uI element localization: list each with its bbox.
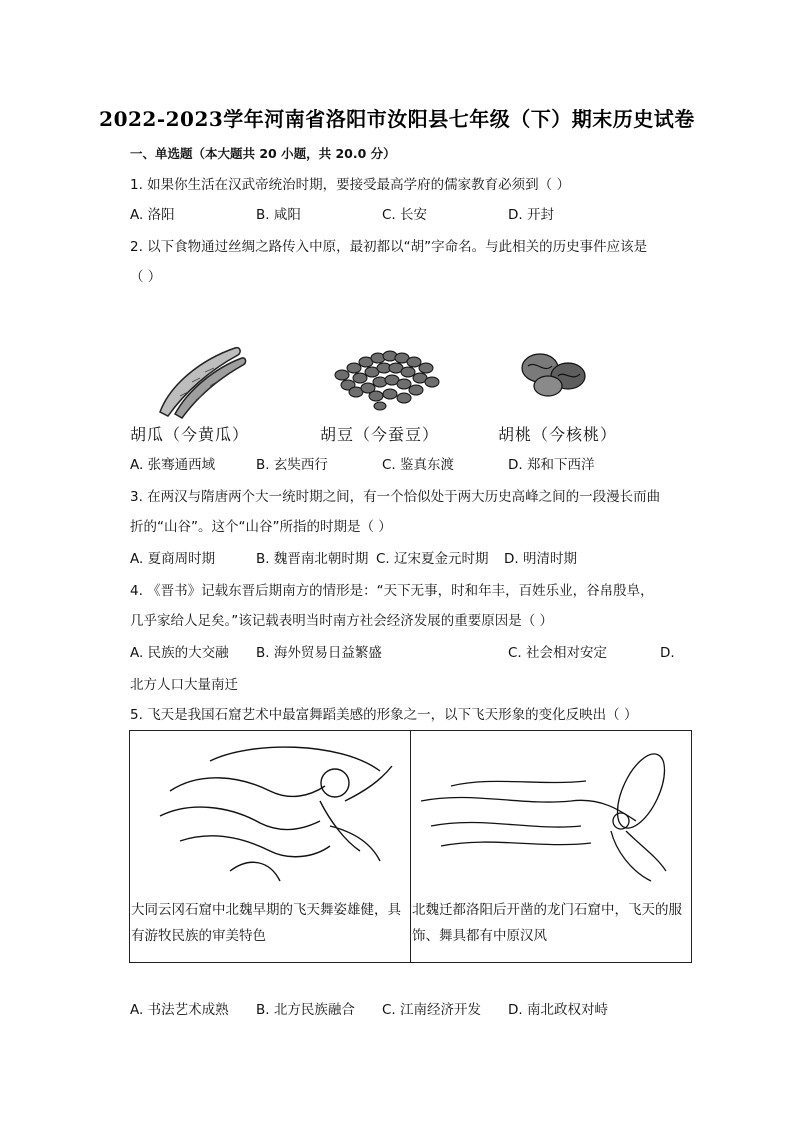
q1-option-a[interactable]: A. 洛阳 (130, 207, 175, 223)
flying-apsara-yungang-icon (130, 731, 408, 893)
q3-option-d[interactable]: D. 明清时期 (504, 551, 577, 567)
exam-title: 2022-2023学年河南省洛阳市汝阳县七年级（下）期末历史试卷 (99, 107, 695, 131)
q3-option-c[interactable]: C. 辽宋夏金元时期 (376, 551, 489, 567)
q5-image-longmen (411, 731, 691, 893)
q5-stem: 5. 飞天是我国石窟艺术中最富舞蹈美感的形象之一，以下飞天形象的变化反映出（ ） (130, 707, 638, 723)
q2-option-d[interactable]: D. 郑和下西洋 (508, 457, 595, 473)
flying-apsara-longmen-icon (411, 731, 693, 893)
q3-stem-line2: 折的“山谷”。这个“山谷”所指的时期是（ ） (130, 519, 392, 535)
q1-stem: 1. 如果你生活在汉武帝统治时期，要接受最高学府的儒家教育必须到（ ） (130, 177, 570, 193)
q2-stem-line1: 2. 以下食物通过丝绸之路传入中原，最初都以“胡”字命名。与此相关的历史事件应该是 (130, 239, 648, 255)
q4-option-d-text[interactable]: 北方人口大量南迁 (130, 677, 238, 693)
q4-option-b[interactable]: B. 海外贸易日益繁盛 (256, 645, 382, 661)
q2-caption-walnut: 胡桃（今核桃） (498, 425, 618, 444)
cucumber-icon (130, 330, 300, 420)
q5-option-c[interactable]: C. 江南经济开发 (382, 1002, 482, 1018)
q4-stem-line2: 几乎家给人足矣。”该记载表明当时南方社会经济发展的重要原因是（ ） (130, 613, 554, 629)
q2-caption-cucumber: 胡瓜（今黄瓜） (130, 425, 250, 444)
q5-cell-longmen (411, 731, 692, 963)
q4-stem-line1: 4. 《晋书》记载东晋后期南方的情形是：“天下无事，时和年丰，百姓乐业，谷帛殷阜， (130, 583, 654, 599)
section-heading: 一、单选题（本大题共 20 小题，共 20.0 分） (130, 146, 396, 161)
broad-bean-icon (320, 330, 490, 420)
q4-option-c[interactable]: C. 社会相对安定 (508, 645, 608, 661)
q2-figure-walnut (498, 330, 668, 450)
q5-text-longmen: 北魏迁都洛阳后开凿的龙门石窟中，飞天的服饰、舞具都有中原汉风 (412, 902, 682, 944)
q5-table (129, 730, 692, 963)
q2-figure-broad-bean (320, 330, 490, 450)
q5-image-yungang (130, 731, 410, 893)
q5-text-yungang: 大同云冈石窟中北魏早期的飞天舞姿雄健，具有游牧民族的审美特色 (131, 902, 401, 944)
q1-option-c[interactable]: C. 长安 (382, 207, 428, 223)
q3-option-b[interactable]: B. 魏晋南北朝时期 (256, 551, 369, 567)
q3-option-a[interactable]: A. 夏商周时期 (130, 551, 216, 567)
walnut-icon (498, 330, 668, 420)
q4-option-d[interactable]: D. (660, 645, 675, 661)
q2-option-a[interactable]: A. 张骞通西域 (130, 457, 216, 473)
q5-option-b[interactable]: B. 北方民族融合 (256, 1002, 355, 1018)
q2-caption-broad-bean: 胡豆（今蚕豆） (320, 425, 440, 444)
q5-option-a[interactable]: A. 书法艺术成熟 (130, 1002, 229, 1018)
q5-cell-yungang (130, 731, 411, 963)
q2-figures (130, 330, 650, 450)
q2-stem-line2: （ ） (130, 269, 162, 285)
q1-option-d[interactable]: D. 开封 (508, 207, 554, 223)
q3-stem-line1: 3. 在两汉与隋唐两个大一统时期之间，有一个恰似处于两大历史高峰之间的一段漫长而曲 (130, 489, 661, 505)
q2-option-c[interactable]: C. 鉴真东渡 (382, 457, 455, 473)
q1-option-b[interactable]: B. 咸阳 (256, 207, 301, 223)
q2-option-b[interactable]: B. 玄奘西行 (256, 457, 328, 473)
q5-option-d[interactable]: D. 南北政权对峙 (508, 1002, 608, 1018)
q2-figure-cucumber (130, 330, 300, 450)
q4-option-a[interactable]: A. 民族的大交融 (130, 645, 229, 661)
